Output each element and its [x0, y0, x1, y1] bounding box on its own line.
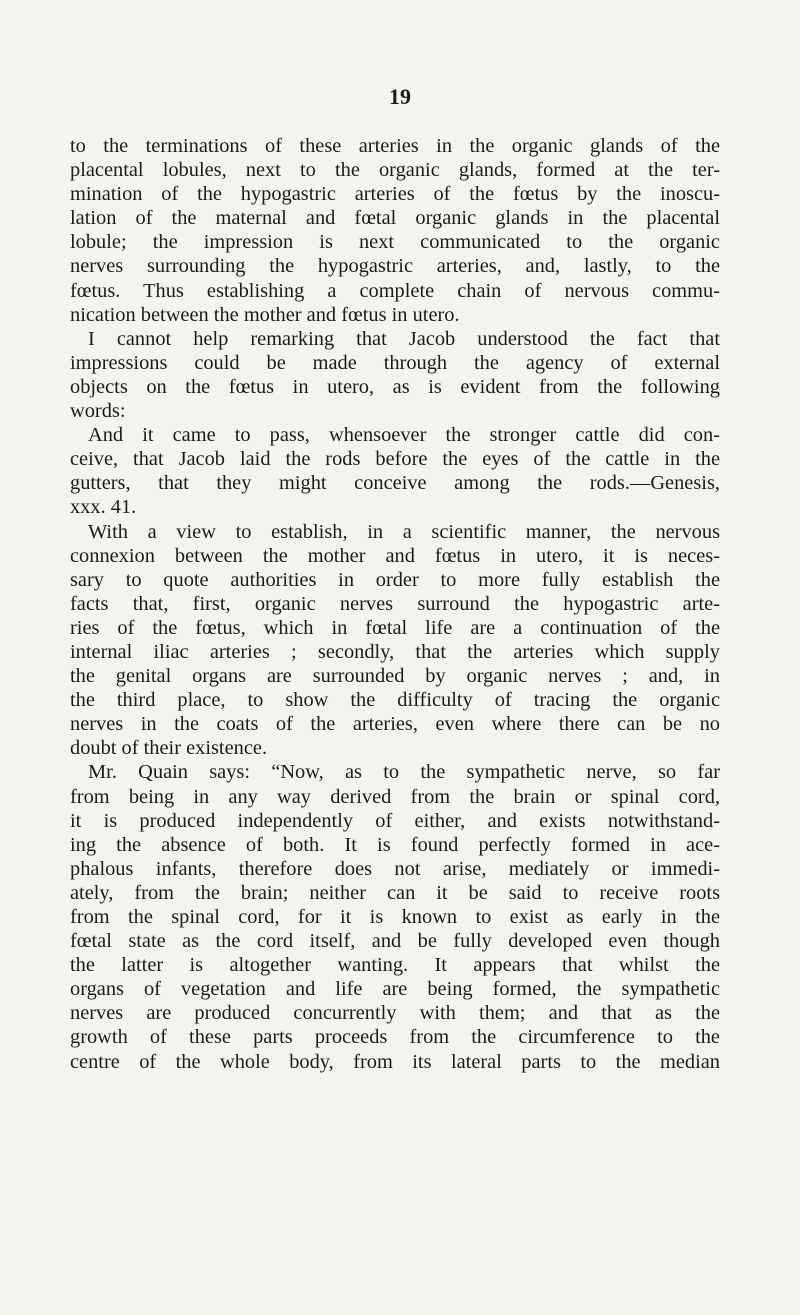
text-line: nerves in the coats of the arteries, even where there can be no [70, 713, 720, 736]
text-line: the third place, to show the difficulty of tracing the organic [70, 689, 720, 712]
text-line: phalous infants, therefore does not arise, mediately or immedi- [70, 857, 720, 880]
text-line: organs of vegetation and life are being formed, the sympathetic [70, 978, 720, 1001]
text-line: nerves are produced concurrently with them; and that as the [70, 1002, 720, 1025]
text-line: nerves surrounding the hypogastric arteries, and, lastly, to the [70, 255, 720, 278]
text-line: internal iliac arteries ; secondly, that the arteries which supply [70, 640, 720, 663]
text-line: the genital organs are surrounded by organic nerves ; and, in [70, 665, 720, 688]
text-line: With a view to establish, in a scientific manner, the nervous [88, 520, 720, 543]
text-line: placental lobules, next to the organic glands, formed at the ter- [70, 159, 720, 182]
body-text [70, 134, 720, 1074]
text-line: connexion between the mother and fœtus in utero, it is neces- [70, 544, 720, 567]
text-line: from being in any way derived from the brain or spinal cord, [70, 785, 720, 808]
text-line: fœtus. Thus establishing a complete chain of nervous commu- [70, 279, 720, 302]
text-line: objects on the fœtus in utero, as is evident from the following [70, 375, 720, 398]
text-line: to the terminations of these arteries in the organic glands of the [70, 135, 720, 157]
text-line: ately, from the brain; neither can it be said to receive roots [70, 881, 720, 904]
text-line: lation of the maternal and fœtal organic glands in the placental [70, 207, 720, 230]
text-line: mination of the hypogastric arteries of the fœtus by the inoscu- [70, 183, 720, 206]
page-number: 19 [389, 84, 411, 109]
text-line: xxx. 41. [70, 496, 137, 519]
text-line: I cannot help remarking that Jacob understood the fact that [88, 327, 720, 350]
text-line: growth of these parts proceeds from the circumference to the [70, 1026, 720, 1049]
text-line: ries of the fœtus, which in fœtal life are a continuation of the [70, 616, 720, 639]
text-line: from the spinal cord, for it is known to exist as early in the [70, 906, 720, 928]
text-line: ceive, that Jacob laid the rods before the eyes of the cattle in the [70, 448, 720, 471]
text-line: words: [70, 400, 126, 423]
text-line: sary to quote authorities in order to more fully establish the [70, 568, 720, 591]
text-line: And it came to pass, whensoever the stronger cattle did con- [88, 424, 720, 447]
text-line: centre of the whole body, from its lateral parts to the median [70, 1050, 720, 1073]
text-line: the latter is altogether wanting. It appears that whilst the [70, 954, 720, 977]
text-line: facts that, first, organic nerves surround the hypogastric arte- [70, 592, 720, 615]
text-line: it is produced independently of either, and exists notwithstand- [70, 809, 720, 832]
text-line: impressions could be made through the agency of external [70, 351, 720, 374]
text-line: nication between the mother and fœtus in utero. [70, 303, 460, 326]
text-line: fœtal state as the cord itself, and be fully developed even though [70, 930, 720, 953]
text-line: ing the absence of both. It is found perfectly formed in ace- [70, 833, 720, 856]
text-line: doubt of their existence. [70, 737, 268, 760]
text-line: Mr. Quain says: “Now, as to the sympathetic nerve, so far [88, 761, 720, 784]
text-line: lobule; the impression is next communicated to the organic [70, 231, 720, 254]
text-line: gutters, that they might conceive among the rods.—Genesis, [70, 472, 720, 495]
